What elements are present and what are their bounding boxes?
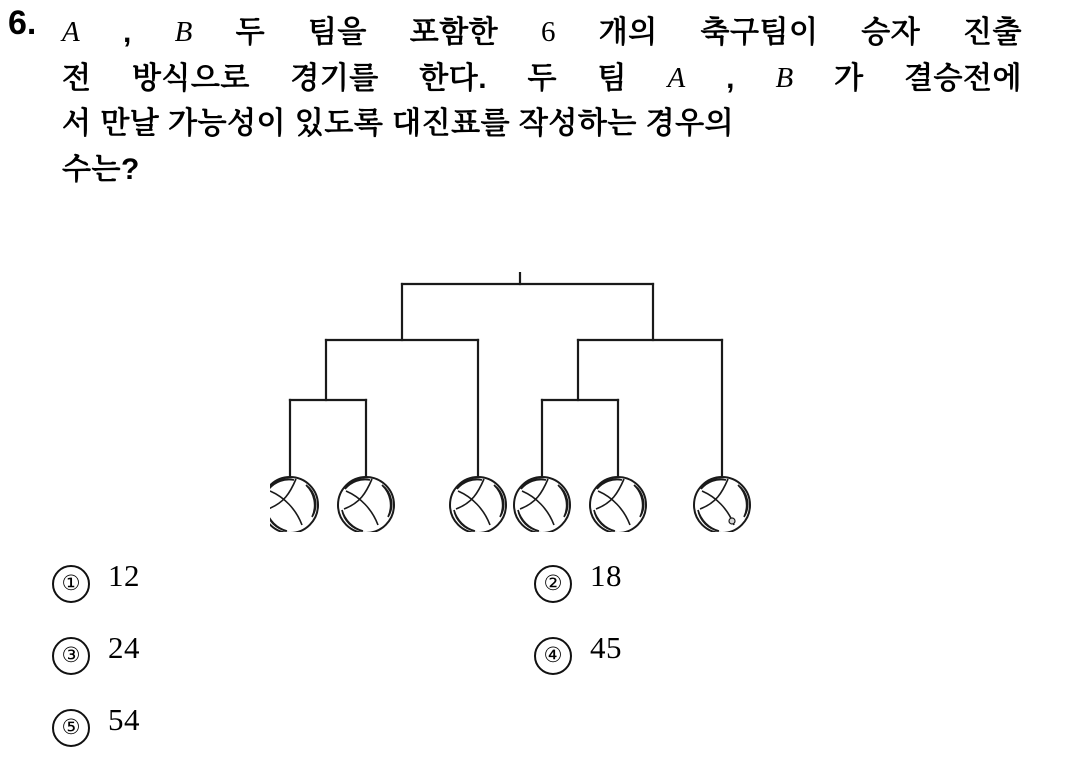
choice-label: 12: [108, 558, 140, 593]
soccer-ball-icon: [270, 477, 318, 532]
stem-run: ,: [726, 61, 735, 95]
choice-label: 18: [590, 558, 622, 593]
bracket-svg: [270, 272, 770, 532]
choice-option-4[interactable]: [534, 630, 622, 671]
soccer-ball-icon: [514, 477, 570, 532]
team-balls: [270, 477, 750, 532]
choice-marker: ②: [534, 565, 572, 603]
choice-marker: ①: [52, 565, 90, 603]
stem-run: 방식으로: [131, 61, 250, 95]
stem-line: [62, 101, 1022, 147]
stem-run: 개의: [598, 16, 658, 49]
soccer-ball-icon: [450, 477, 506, 532]
choice-row: [52, 630, 752, 702]
stem-run: 전: [62, 61, 92, 95]
stem-run: B: [775, 61, 794, 94]
stem-run: A: [62, 16, 81, 48]
stem-line: [62, 10, 1022, 56]
choice-marker: ③: [52, 637, 90, 675]
stem-run: 두: [527, 61, 558, 95]
stem-run: 6: [540, 16, 556, 48]
stem-run: 진출: [963, 16, 1022, 49]
choice-option-1[interactable]: [52, 558, 534, 599]
stem-run: 두: [235, 16, 266, 49]
choice-label: 54: [108, 702, 140, 737]
choice-option-3[interactable]: [52, 630, 534, 671]
stem-run: 팀을: [307, 16, 367, 49]
stem-run: 경기를: [290, 61, 379, 95]
stem-run: 결승전에: [904, 61, 1022, 95]
choice-label: 45: [590, 630, 622, 665]
stem-run: B: [174, 16, 193, 48]
stem-run: 승자: [861, 16, 921, 49]
stem-line: [62, 56, 1022, 102]
soccer-ball-icon: [590, 477, 646, 532]
choice-marker: ⑤: [52, 709, 90, 747]
stem-run: A: [667, 61, 686, 94]
stem-run: 팀: [597, 61, 627, 95]
stem-line: [62, 147, 1022, 193]
stem-run: 서 만날 가능성이 있도록 대진표를 작성하는 경우의: [62, 107, 735, 141]
choice-label: 24: [108, 630, 140, 665]
stem-run: 가: [834, 61, 864, 95]
stem-run: 포함한: [409, 16, 499, 49]
tournament-bracket-diagram: [270, 272, 770, 532]
question-stem: [62, 10, 1022, 192]
soccer-ball-icon: [694, 477, 750, 532]
choice-marker: ④: [534, 637, 572, 675]
answer-choices: [52, 558, 752, 774]
stem-run: 축구팀이: [700, 16, 819, 49]
choice-option-2[interactable]: [534, 558, 622, 599]
choice-row: [52, 702, 752, 774]
choice-option-5[interactable]: [52, 702, 534, 743]
choice-row: [52, 558, 752, 630]
stem-run: 한다.: [419, 61, 488, 95]
question-number: 6.: [8, 4, 37, 42]
stem-run: 수는?: [62, 152, 140, 186]
stem-run: ,: [123, 16, 132, 49]
soccer-ball-icon: [338, 477, 394, 532]
